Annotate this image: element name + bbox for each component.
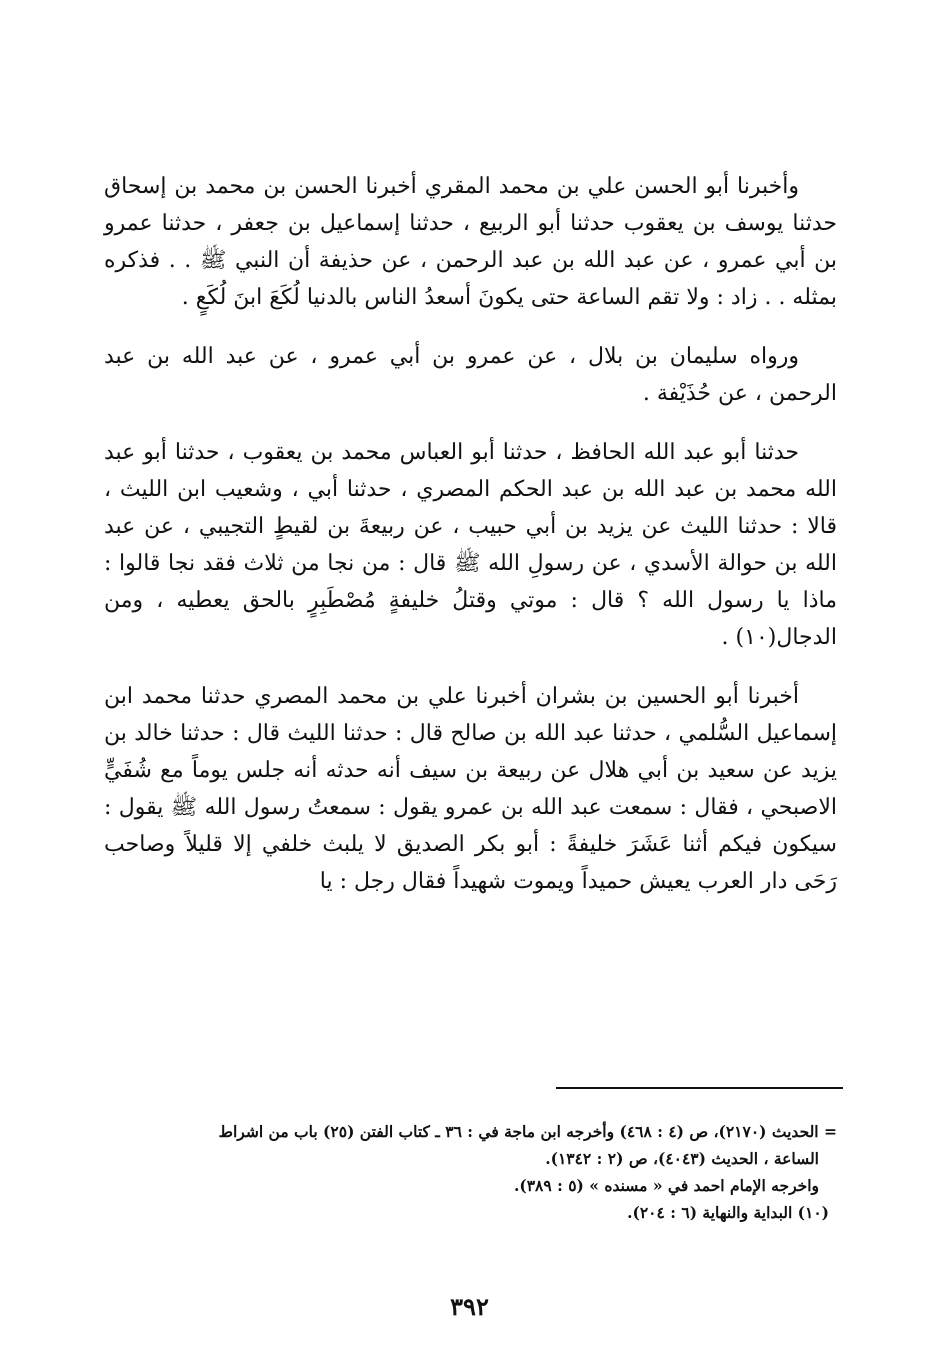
paragraph-hadith-4: أخبرنا أبو الحسين بن بشران أخبرنا علي بن محمد المصري حدثنا محمد ابن إسماعيل السُّلمي ، حدثنا عبد الله بن صالح قال : حدثنا الليث قال : حدثنا خالد بن يزيد عن سعيد بن أبي هلال عن ربيعة بن سيف أنه حدثه أنه جلس يوماً مع شُفَيٍّ الاصبحي ، فقال : سمعت عبد الله بن عمرو يقول : سمعتُ رسول الله ﷺ يقول : سيكون فيكم أثنا عَشَرَ خليفةً : أبو بكر الصديق لا يلبث خلفي إلا قليلاً وصاحب رَحَى دار العرب يعيش حميداً ويموت شهيداً فقال رجل : يا	[104, 684, 837, 894]
paragraph-hadith-3: حدثنا أبو عبد الله الحافظ ، حدثنا أبو العباس محمد بن يعقوب ، حدثنا أبو عبد الله محمد بن عبد الله بن عبد الحكم المصري ، حدثنا أبي ، وشعيب ابن الليث ، قالا : حدثنا الليث عن يزيد بن أبي حبيب ، عن ربيعةَ بن لقيطٍ التجيبي ، عن عبد الله بن حوالة الأسدي ، عن رسولِ الله ﷺ قال : من نجا من ثلاث فقد نجا قالوا : ماذا يا رسول الله ؟ قال : موتي وقتلُ خليفةٍ مُصْطَبِرٍ بالحق يعطيه ، ومن الدجال(١٠) .	[104, 440, 837, 650]
page-number: ٣٩٢	[450, 1292, 489, 1321]
footnote-divider	[556, 1087, 843, 1089]
footnote-10: (١٠) البداية والنهاية (٦ : ٢٠٤).	[627, 1203, 829, 1222]
footnote-line: واخرجه الإمام احمد في « مسنده » (٥ : ٣٨٩).	[513, 1176, 819, 1195]
footnote-line: = الحديث (٢١٧٠)، ص (٤ : ٤٦٨) وأخرجه ابن ماجة في : ٣٦ ـ كتاب الفتن (٢٥) باب من اشراط	[218, 1122, 837, 1141]
paragraph-hadith-2: ورواه سليمان بن بلال ، عن عمرو بن أبي عمرو ، عن عبد الله بن عبد الرحمن ، عن حُذَيْفة .	[104, 344, 837, 406]
main-text-body	[104, 168, 837, 900]
footnotes	[104, 1118, 837, 1226]
paragraph-hadith-1: وأخبرنا أبو الحسن علي بن محمد المقري أخبرنا الحسن بن محمد بن إسحاق حدثنا يوسف بن يعقوب حدثنا أبو الربيع ، حدثنا إسماعيل بن جعفر ، حدثنا عمرو بن أبي عمرو ، عن عبد الله بن عبد الرحمن ، عن حذيفة أن النبي ﷺ . . فذكره بمثله . . زاد : ولا تقم الساعة حتى يكونَ أسعدُ الناس بالدنيا لُكَعَ ابنَ لُكَعٍ .	[104, 174, 837, 310]
footnote-line: الساعة ، الحديث (٤٠٤٣)، ص (٢ : ١٣٤٢).	[545, 1149, 819, 1168]
